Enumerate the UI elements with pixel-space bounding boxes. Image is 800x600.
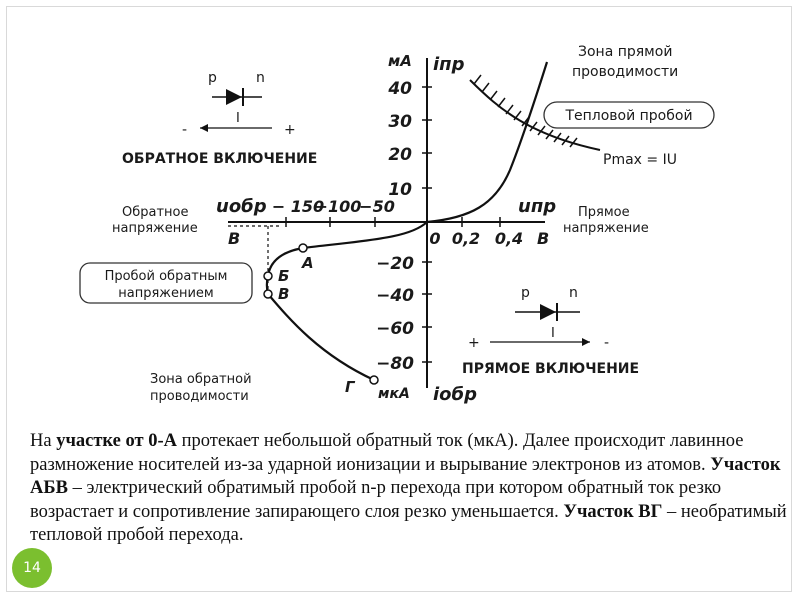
reverse-connection-label: ОБРАТНОЕ ВКЛЮЧЕНИЕ [122,151,318,167]
point-a-marker [299,244,307,252]
x-unit-left: В [228,229,241,248]
y-tick-label: 20 [388,145,412,165]
page-number-badge: 14 [12,548,52,588]
y-tick-label: −80 [376,354,414,374]
x-label-left: uобр [216,196,267,217]
point-a-label: А [302,254,314,272]
forward-zone-line1: Зона прямой [578,44,673,60]
reverse-diode-symbol [182,70,296,138]
pmax-label: Pmax = IU [603,152,677,168]
forward-zone-line2: проводимости [572,64,679,80]
sign-plus-label: + [284,122,296,138]
reverse-breakdown-line2: напряжением [118,286,214,301]
text-part: – необратимый тепловой пробой перехода. [30,501,787,545]
sign-plus-label: + [468,335,480,351]
point-g-label: Г [345,378,355,396]
sign-minus-label: - [604,335,610,351]
point-b-label: Б [278,267,290,285]
diode-current-label: I [551,326,555,341]
forward-diode-symbol [468,285,609,351]
text-part: – электрический обратимый пробой n-p перехода при котором обратный ток резко возрастает и сопротивление запирающего слоя резко уменьшается. [30,478,722,522]
x-tick-label: 0,2 [451,229,481,248]
y-tick-label: −20 [376,254,414,274]
text-part: На [30,431,57,451]
x-tick-label: 0 [429,229,441,248]
reverse-breakdown-line1: Пробой обратным [104,269,228,284]
point-g-marker [370,376,378,384]
diode-p-label: p [521,285,530,301]
x-tick-label: −100 [314,197,362,216]
explanation-text [30,430,795,548]
sign-minus-label: - [182,122,188,138]
text-bold: участке от 0-А [56,431,177,451]
y-tick-label: −60 [376,319,414,339]
forward-voltage-line1: Прямое [578,205,630,220]
point-b-marker [264,272,272,280]
text-bold: Участок ВГ [563,501,663,522]
diode-n-label: n [256,70,265,86]
diode-current-label: I [236,111,240,126]
text-bold: Участок АБВ [30,454,781,498]
forward-connection-label: ПРЯМОЕ ВКЛЮЧЕНИЕ [462,361,640,377]
reverse-voltage-line1: Обратное [122,205,189,220]
y-tick-label: −40 [376,286,414,306]
diode-n-label: n [569,285,578,301]
y-label-bottom: iобр [433,384,477,405]
point-v-label: В [278,285,290,303]
reverse-curve-vg [268,294,374,380]
forward-voltage-line2: напряжение [563,221,649,236]
diode-p-label: p [208,70,217,86]
reverse-voltage-line2: напряжение [112,221,198,236]
reverse-curve-0a [303,222,427,248]
x-label-right: uпр [518,196,557,217]
y-tick-label: 30 [388,112,412,132]
x-tick-label: − 150 [271,197,325,216]
y-unit-top: мА [388,52,412,70]
thermal-breakdown-label: Тепловой пробой [565,108,693,124]
x-tick-label: −50 [359,197,395,216]
x-tick-label: 0,4 [494,229,524,248]
y-tick-label: 40 [388,79,412,99]
reverse-zone-line2: проводимости [150,389,249,404]
y-label-top: iпр [433,54,465,75]
reverse-zone-line1: Зона обратной [150,372,252,387]
y-tick-label: 10 [388,180,412,200]
y-unit-bottom: мкА [378,386,410,402]
x-unit-right: В [537,229,550,248]
point-v-marker [264,290,272,298]
text-part: протекает небольшой обратный ток (мкА). Далее происходит лавинное размножение носителей из-за ударной ионизации и вырывание электронов из атомов. [30,431,744,475]
